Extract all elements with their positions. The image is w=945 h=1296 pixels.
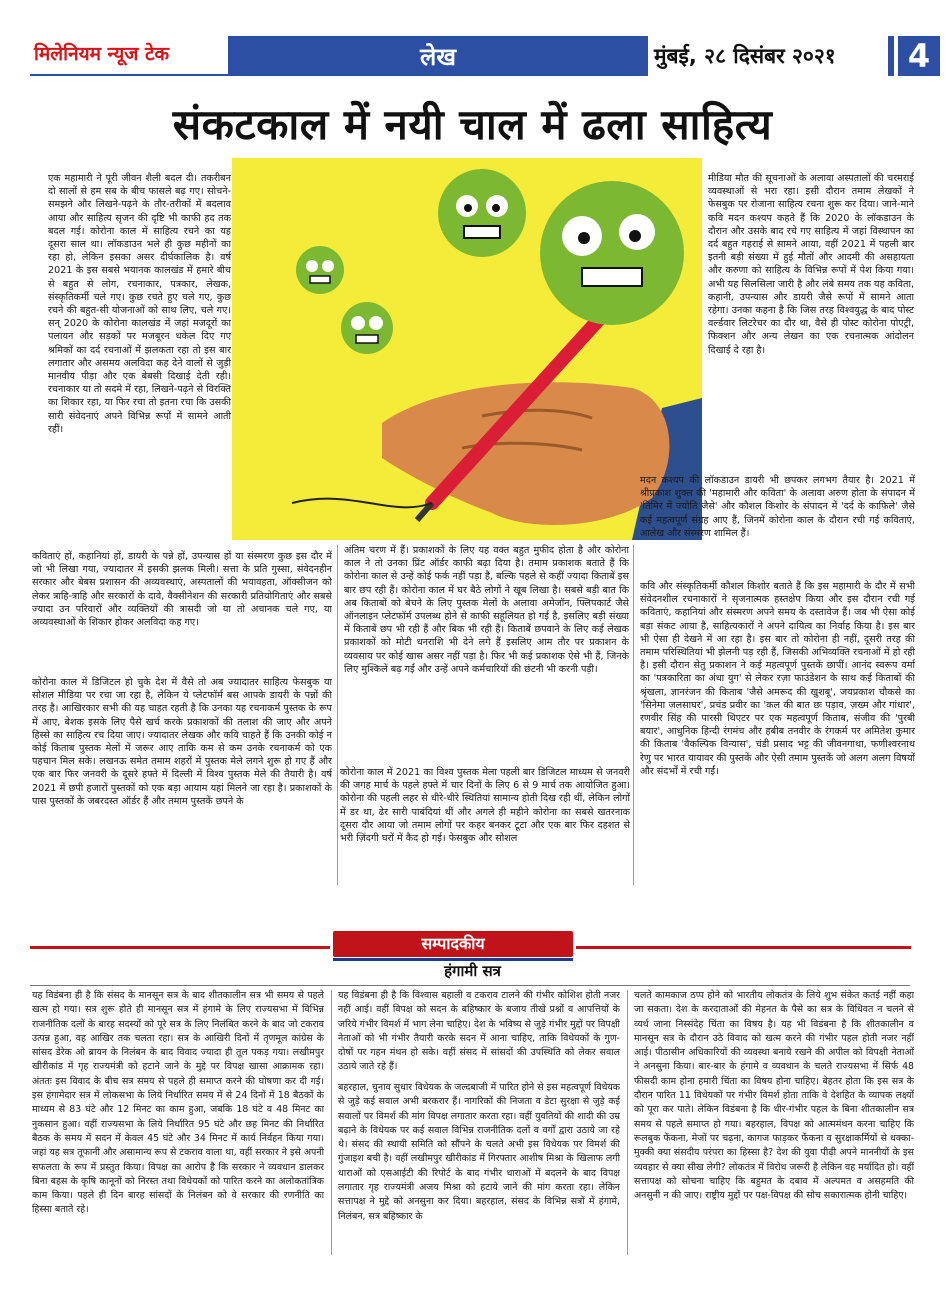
- editorial-col1: यह विडंबना ही है कि संसद के मानसून सत्र के बाद शीतकालीन सत्र भी समय से पहले खत्म हो गया। सत्र शुरू होते ही मानसून सत्र में हंगामे के लिए राज्यसभा में विभिन्न राजनीतिक दलों के बारह सदस्यों को पूरे सत्र के लिए निलंबित करने के बाद जो टकराव उत्पन्न हुआ, वह आखिर तक चलता रहा। सत्र के आखिरी दिनों में तृणमूल कांग्रेस के सांसद डेरेक ओ ब्रायन के निलंबन के बाद विवाद ज्यादा ही तूल पकड़ गया। लखीमपुर खीरीकांड में गृह राज्यमंत्री को हटाने जाने के मुद्दे पर विपक्ष खासा आक्रामक रहा। अंततः इस विवाद के बीच सत्र समय से पहले ही समाप्त करने की घोषणा कर दी गई। इस हंगामेदार सत्र में लोकसभा के लिये निर्धारित समय में से 24 दिनों में 18 बैठकों के माध्यम से 83 घंटे और 12 मिनट का काम हुआ, जबकि 18 घंटे व 48 मिनट का नुकसान हुआ। वहीं राज्यसभा के लिये निर्धारित 95 घंटे और छह मिनट की निर्धारित बैठक के समय में सदन में केवल 45 घंटे और 34 मिनट में कार्य निर्वहन किया गया। जहां यह सत्र तूफानी और असामान्य रूप से टकराव वाला था, वहीं सरकार ने इसे अपनी सफलता के रूप में प्रस्तुत किया। विपक्ष का आरोप है कि सरकार ने व्यवधान डालकर बिना बहस के कृषि कानूनों को निरस्त तथा विधेयकों को पारित करने का अलोकतांत्रिक काम किया। पहले ही दिन बारह सांसदों के निलंबन को वे सरकार की रणनीति का हिस्सा बताते रहे।: [32, 990, 324, 1216]
- column-divider: [331, 990, 332, 1255]
- editorial-rule-left: [30, 946, 330, 949]
- article-col3-para1: मीडिया मौत की सूचनाओं के अलावा अस्पतालों की चरमराई व्यवस्थाओं से भरा रहा। इसी दौरान तमाम लेखकों ने फेसबुक पर रोजाना साहित्य रचना शुरू कर दिया। जाने-माने कवि मदन कश्यप कहते हैं कि 2020 के लॉकडाउन के दौरान और उसके बाद रचे गए साहित्य में जहां विस्थापन का दर्द बहुत गहराई से सामने आया, वहीं 2021 में पहली बार इतनी बड़ी संख्या में हुई मौतों और आदमी की असहायता और करुणा को साहित्य के विभिन्न रूपों में पेश किया गया। अभी यह सिलसिला जारी है और लंबे समय तक यह कविता, कहानी, उपन्यास और डायरी जैसे रूपों में सामने आता रहेगा। उनका कहना है कि जिस तरह विश्वयुद्ध के बाद पोस्ट वर्ल्डवार लिटरेचर का दौर था, वैसे ही पोस्ट कोरोना पोएट्री, फिक्शन और अन्य लेखन का एक रचनात्मक आंदोलन दिखाई दे रहा है।: [708, 173, 914, 356]
- column-divider: [633, 545, 634, 885]
- editorial-col3: चलते कामकाज ठप्प होने को भारतीय लोकतंत्र के लिये शुभ संकेत कतई नहीं कहा जा सकता। देश के करदाताओं की मेहनत के पैसे का सत्र के विधिवत न चलने से व्यर्थ जाना निस्संदेह चिंता का विषय है। यह भी विडंबना है कि शीतकालीन व मानसून सत्र के दौरान उठे विवाद को खत्म करने की गंभीर पहल होती नजर नहीं आई। पीठासीन अधिकारियों की व्यवस्था बनाये रखने की अपील को विपक्षी नेताओं ने अनसुना किया। बार-बार के हंगामे व व्यवधान के चलते राज्यसभा में सिर्फ 48 फीसदी काम होना हमारी चिंता का विषय होना चाहिए। बेहतर होता कि इस सत्र के दौरान पारित 11 विधेयकों पर गंभीर विमर्श होता ताकि वे देशहित के व्यापक लक्ष्यों को पूरा कर पाते। लेकिन विडंबना है कि धीर-गंभीर पहल के बिना शीतकालीन सत्र समय से पहले समाप्त हो गया। बहरहाल, विपक्ष को आत्ममंथन करना चाहिए कि रूलबुक फेंकना, मेजों पर चढ़ना, कागज फाड़कर फेंकना व सुरक्षाकर्मियों से धक्का-मुक्की क्या संसदीय परंपरा का हिस्सा है? देश की युवा पीढ़ी अपने माननीयों के इस व्यवहार से क्या सीख लेगी? लोकतंत्र में विरोध जरूरी है लेकिन वह मर्यादित हो। वहीं सत्तापक्ष को सोचना चाहिए कि बहुमत के दबाव में अल्पमत व असहमति की अनसुनी न की जाए। राष्ट्रीय मुद्दों पर पक्ष-विपक्ष की सोच सकारात्मक होनी चाहिए।: [634, 990, 914, 1202]
- editorial-tag: सम्पादकीय: [333, 931, 573, 957]
- editorial-rule-right: [576, 946, 911, 949]
- article-col1-para2: कविताएं हों, कहानियां हों, डायरी के पन्ने हों, उपन्यास हों या संस्मरण कुछ इस दौर में जो भी लिखा गया, ज्यादातर में इसकी झलक मिली। सत्ता के प्रति गुस्सा, संवेदनहीन सरकार और बेबस प्रशासन की अव्यवस्थाएं, अस्पतालों की भयावहता, ऑक्सीजन को लेकर त्राहि-त्राहि और सरकारों के दावे, वैक्सीनेशन की सरकारी प्रतियोगिताएं और सबसे ज्यादा उन परिवारों और व्यक्तियों की त्रासदी जो या तो अचानक चले गए, या अव्यवस्थाओं के शिकार होकर अलविदा कह गए।: [32, 551, 332, 629]
- virus-small-middle: [341, 302, 393, 354]
- section-banner: [228, 36, 648, 76]
- article-col2-para1: अंतिम चरण में हैं। प्रकाशकों के लिए यह वक्त बहुत मुफीद होता है और कोरोना काल ने तो उनका प्रिंट ऑर्डर काफी बढ़ा दिया है। तमाम प्रकाशक बताते हैं कि कोरोना काल से उन्हें कोई फर्क नहीं पड़ा है, बल्कि पहले से कहीं ज्यादा किताबें इस बार छप रही हैं। कोरोना काल में घर बैठे लोगों ने खूब लिखा है। सबसे बड़ी बात कि अब किताबों को बेचने के लिए पुस्तक मेलों के अलावा अमेजॉन, फ्लिपकार्ट जैसे ऑनलाइन प्लेटफॉर्म उपलब्ध होने से काफी सहूलियत हो गई है, इसलिए बड़ी संख्या में किताबें छप भी रही हैं और बिक भी रही हैं। किताबें छपवाने के लिए कई लेखक प्रकाशकों को मोटी धनराशि भी देने लगे हैं इसलिए आम तौर पर प्रकाशन के व्यवसाय पर कोई खास असर नहीं पड़ा है। फिर भी कई प्रकाशक ऐसे भी हैं, जिनके लिए मुश्किलें बढ़ गईं और उन्हें अपने कर्मचारियों की छंटनी भी करनी पड़ी।: [344, 545, 629, 675]
- article-col3-para2: मदन कश्यप की लॉकडाउन डायरी भी छपकर लगभग तैयार है। 2021 में श्रीप्रकाश शुक्ल की 'महामारी और कविता' के अलावा अरुण होता के संपादन में 'तिमिर में ज्योति जैसे' और कौशल किशोर के संपादन में 'दर्द के काफिले' जैसे कई महत्वपूर्ण संग्रह आए हैं, जिनमें कोरोना काल के दौरान रची गई कविताएं, आलेख और संस्मरण शामिल हैं।: [640, 475, 915, 539]
- article-col2-para2: कोरोना काल में 2021 का विश्व पुस्तक मेला पहली बार डिजिटल माध्यम से जनवरी की जगह मार्च के पहले हफ्ते में चार दिनों के लिए 6 से 9 मार्च तक आयोजित हुआ। कोरोना की पहली लहर से धीरे-धीरे स्थितियां सामान्य होती दिख रही थीं, लेकिन लोगों में डर था, ढेर सारी पाबंदियां थीं और अगले ही महीने कोरोना का सबसे खतरनाक दूसरा दौर आया जो तमाम लोगों पर कहर बनकर टूटा और एक बार फिर दहशत से भरी ज़िंदगी घरों में कैद हो गई। फेसबुक और सोशल: [340, 767, 630, 845]
- editorial-title: हंगामी सत्र: [444, 962, 501, 980]
- virus-hand-illustration: [232, 158, 702, 540]
- column-divider: [337, 545, 338, 885]
- brand-logo: [30, 36, 228, 76]
- editorial-col2-para1: यह विडंबना ही है कि विश्वास बहाली व टकराव टालने की गंभीर कोशिश होती नजर नहीं आई। वहीं विपक्ष को सदन के बहिष्कार के बजाय तीखे प्रश्नों व आपत्तियों के जरिये गंभीर विमर्श में भाग लेना चाहिए। देश के भविष्य से जुड़े गंभीर मुद्दों पर विपक्षी नेताओं को भी गंभीर तैयारी करके सदन में आना चाहिए, ताकि विधेयकों के गुण-दोषों पर गहन मंथन हो सके। वहीं संसद में सांसदों की उपस्थिति को लेकर सवाल उठाये जाते रहे हैं।: [338, 990, 620, 1073]
- virus-medium-top: [438, 169, 526, 257]
- section-title: लेख: [420, 43, 456, 71]
- article-col3-para3: कवि और संस्कृतिकर्मी कौशल किशोर बताते हैं कि इस महामारी के दौर में सभी संवेदनशील रचनाकारों ने सृजनात्मक हस्तक्षेप किया और इस दौरान रची गई कविताएं, कहानियां और संस्मरण अपने समय के दस्तावेज हैं। जब भी ऐसा कोई बड़ा संकट आया है, साहित्यकारों ने अपने दायित्व का निर्वाह किया है। इस बार भी ऐसा ही देखने में आ रहा है। इस बार तो कोरोना ही नहीं, दूसरी तरह की तमाम परिस्थितियां भी झेलनी पड़ रही हैं, जिसकी अभिव्यक्ति रचनाओं में हो रही है। इसी दौरान सेतु प्रकाशन ने कई महत्वपूर्ण पुस्तकें छापीं। आनंद स्वरूप वर्मा का 'पत्रकारिता का अंधा युग' से लेकर रज़ा फाउंडेशन के साथ कई किताबों की श्रृंखला, ज्ञानरंजन की किताब 'जैसे अमरूद की खुशबू', जयप्रकाश चौकसे का 'सिनेमा जलसाघर', प्रचंड प्रवीर का 'कल की बात छः पड़ाव, ज़ख्म और गांधार', रणवीर सिंह की पारसी थिएटर पर एक महत्वपूर्ण किताब, संजीव की 'पुरबी बयार', आधुनिक हिन्दी रंगमंच और हबीब तनवीर के रंगकर्म पर अमितेश कुमार की किताब 'वैकल्पिक विन्यास', चंडी प्रसाद भट्ट की जीवनगाथा, फणीश्वरनाथ रेणु पर भारत यायावर की पुस्तकें और ऐसी तमाम पुस्तकें जो अलग अलग विषयों और संदर्भों में रची गईं।: [640, 581, 915, 777]
- edition-date: मुंबई, २८ दिसंबर २०२१: [654, 44, 836, 68]
- column-divider: [627, 990, 628, 1255]
- article-headline: संकटकाल में नयी चाल में ढला साहित्य: [172, 100, 773, 149]
- article-col1-para1: एक महामारी ने पूरी जीवन शैली बदल दी। तकरीबन दो सालों से हम सब के बीच फासले बढ़ गए। सोचने-समझने और लिखने-पढ़ने के तौर-तरीकों में बदलाव आया और साहित्य सृजन की दृष्टि भी काफी हद तक बदल गई। कोरोना काल में साहित्य रचने का यह दूसरा साल था। लॉकडाउन भले ही कुछ महीनों का रहा हो, लेकिन इसका असर दीर्घकालिक है। वर्ष 2021 के इस सबसे भयानक कालखंड में हमारे बीच से बहुत से लोग, रचनाकार, पत्रकार, लेखक, संस्कृतिकर्मी चले गए। कुछ रचते हुए चले गए, कुछ रचने की बहुत-सी योजनाओं को साथ लिए, चले गए। सन् 2020 के कोरोना कालखंड में जहां मजदूरों का पलायन और सड़कों पर मजबूरन धकेल दिए गए श्रमिकों का दर्द रचनाओं में झलकता रहा तो इस बार लगातार और असमय अलविदा कह देने वालों से जुड़ी मानवीय पीड़ा और एक बेबसी दिखाई देती रही। रचनाकार या तो सदमे में रहा, लिखने-पढ़ने से विरक्ति का शिकार रहा, या फिर रचा तो इतना रचा कि उसकी सारी संवेदनाएं अपने विभिन्न रूपों में सामने आती रहीं।: [48, 173, 231, 435]
- illustration-virus-pen: [232, 158, 702, 540]
- brand-name: मिलेनियम न्यूज टेक: [34, 43, 170, 65]
- page-number: 4: [898, 36, 940, 76]
- editorial-divider: [30, 985, 910, 986]
- virus-large-right: [540, 181, 684, 325]
- masthead: [30, 36, 931, 78]
- article-col1-para3: कोरोना काल में डिजिटल हो चुके देश में वैसे तो अब ज्यादातर साहित्य फेसबुक या सोशल मीडिया पर रचा जा रहा है, लेकिन ये प्लेटफॉर्म बस आपके डायरी के पन्नों की तरह है। आखिरकार सभी की यह चाहत रहती है कि उनका यह रचनाकर्म पुस्तक के रूप में आए, बेशक इसके लिए पैसे खर्च करके प्रकाशकों की तलाश की जाए और अपने हिस्से का साहित्य रच दिया जाए। ज्यादातर लेखक और कवि चाहते हैं कि उनकी कोई न कोई किताब पुस्तक मेलों में जरूर आए ताकि कम से कम उनके रचनाकर्म को एक पहचान मिल सके। लखनऊ समेत तमाम शहरों में पुस्तक मेले लगने शुरू हो गए हैं और एक बार फिर जनवरी के दूसरे हफ्ते में दिल्ली में विश्व पुस्तक मेले की तैयारी है। वर्ष 2021 में छपी हजारों पुस्तकों को एक बड़ा आयाम यहां मिलने जा रहा है। प्रकाशकों के पास पुस्तकों के जबरदस्त ऑर्डर हैं और तमाम पुस्तकें छपने के: [32, 677, 332, 807]
- page-number-divider: [888, 36, 894, 76]
- editorial-col2-para2: बहरहाल, चुनाव सुधार विधेयक के जल्दबाजी में पारित होने से इस महत्वपूर्ण विधेयक से जुड़े कई सवाल अभी बरकरार हैं। नागरिकों की निजता व डेटा सुरक्षा से जुड़े कई सवालों पर विमर्श की मांग विपक्ष लगातार करता रहा। वहीं युवतियों की शादी की उम्र बढ़ाने के विधेयक पर कई सवाल विभिन्न राजनीतिक दलों व वर्गों द्वारा उठाये जा रहे थे। संसद की स्थायी समिति को सौंपने के चलते अभी इस विधेयक पर विमर्श की गुंजाइश बची है। वहीं लखीमपुर खीरीकांड में गिरफ्तार आशीष मिश्रा के खिलाफ लगी धाराओं को एसआईटी की रिपोर्ट के बाद गंभीर धाराओं में बदलने के बाद विपक्ष लगातार गृह राज्यमंत्री अजय मिश्रा को हटाये जाने की मांग करता रहा। लेकिन सत्तापक्ष ने मुद्दे को अनसुना कर दिया। बहरहाल, संसद के विभिन्न सत्रों में हंगामे, निलंबन, सत्र बहिष्कार के: [338, 1082, 620, 1222]
- virus-small-left: [296, 246, 344, 294]
